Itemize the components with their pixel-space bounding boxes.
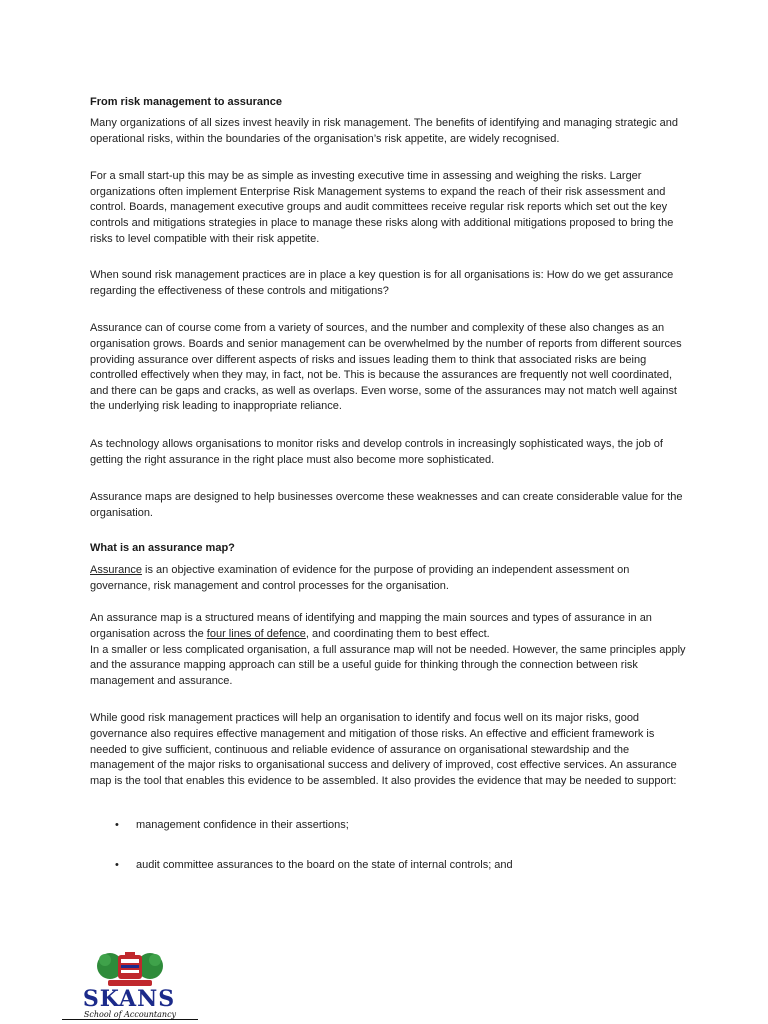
paragraph: For a small start-up this may be as simple as investing executive time in assessing and weighing the risks. Larger organizations often implement Enterprise Risk Management systems to expand the reach of their risk assessment and control. Boards, management executive groups and audit committees receive regular risk reports which set out the key controls and mitigations strategies in place to manage these risks along with additional mitigations proposed to bring the risks to level compatible with their risk appetite.: [90, 170, 674, 245]
paragraph: Assurance maps are designed to help businesses overcome these weaknesses and can create considerable value for the organisation.: [90, 491, 683, 519]
bullet-icon: •: [115, 819, 119, 832]
crest-icon: [60, 950, 200, 990]
paragraph: [90, 563, 690, 594]
paragraph: In a smaller or less complicated organisation, a full assurance map will not be needed. However, the same principles apply and the assurance mapping approach can still be a useful guide for thinking through the connection between risk management and assurance.: [90, 643, 686, 687]
paragraph: [90, 611, 690, 642]
bullet-icon: •: [115, 859, 119, 871]
skans-logo: [60, 950, 200, 1020]
paragraph-text: , and coordinating them to best effect.: [305, 628, 490, 641]
four-lines-of-defence-link[interactable]: four lines of defence: [206, 628, 306, 641]
logo-tagline: School of Accountancy: [62, 1010, 198, 1020]
assurance-link[interactable]: Assurance: [90, 564, 142, 577]
section-heading-assurance-map: What is an assurance map?: [90, 542, 235, 555]
paragraph: Assurance can of course come from a variety of sources, and the number and complexity of these also changes as an organisation grows. Boards and senior management can be overwhelmed by the number of reports from different sources providing assurance over different aspects of risks and issues leading them to think that associated risks are being controlled effectively when they may, in fact, not be. This is because the assurances are frequently not well coordinated, and there can be gaps and cracks, as well as overlaps. Even worse, some of the assurances may not match well against the underlying risk leading to inappropriate reliance.: [90, 322, 682, 413]
section-heading-risk-to-assurance: From risk management to assurance: [90, 96, 282, 108]
paragraph: When sound risk management practices are in place a key question is for all organisations is: How do we get assurance regarding the effectiveness of these controls and mitigations?: [90, 269, 674, 297]
paragraph: Many organizations of all sizes invest heavily in risk management. The benefits of identifying and managing strategic and operational risks, within the boundaries of the organisation’s risk appetite, are widely recognised.: [90, 117, 679, 145]
list-item-text: management confidence in their assertions;: [136, 819, 349, 832]
paragraph-text: An assurance map is a structured means of identifying and mapping the main sources and types of assurance in an organisation across the: [90, 612, 652, 641]
logo-wordmark: SKANS: [82, 986, 176, 1012]
paragraph-text: is an objective examination of evidence for the purpose of providing an independent assessment on governance, risk management and control processes for the organisation.: [90, 564, 630, 592]
bullet-list: [90, 818, 690, 873]
list-item-text: audit committee assurances to the board on the state of internal controls; and: [136, 859, 513, 871]
list-item: [90, 858, 690, 874]
document-body: [90, 95, 690, 874]
paragraph: As technology allows organisations to monitor risks and develop controls in increasingly sophisticated ways, the job of getting the right assurance in the right place must also become more sophisticated.: [90, 437, 663, 466]
paragraph: While good risk management practices will help an organisation to identify and focus well on its major risks, good governance also requires effective management and mitigation of those risks. An effective and efficient framework is needed to give sufficient, continuous and reliable evidence of assurance on organisational stewardship and the management of the major risks to organisational success and delivery of improved, cost effective services. An assurance map is the tool that enables this evidence to be assembled. It also provides the evidence that may be needed to support:: [90, 712, 677, 787]
list-item: [90, 818, 690, 834]
